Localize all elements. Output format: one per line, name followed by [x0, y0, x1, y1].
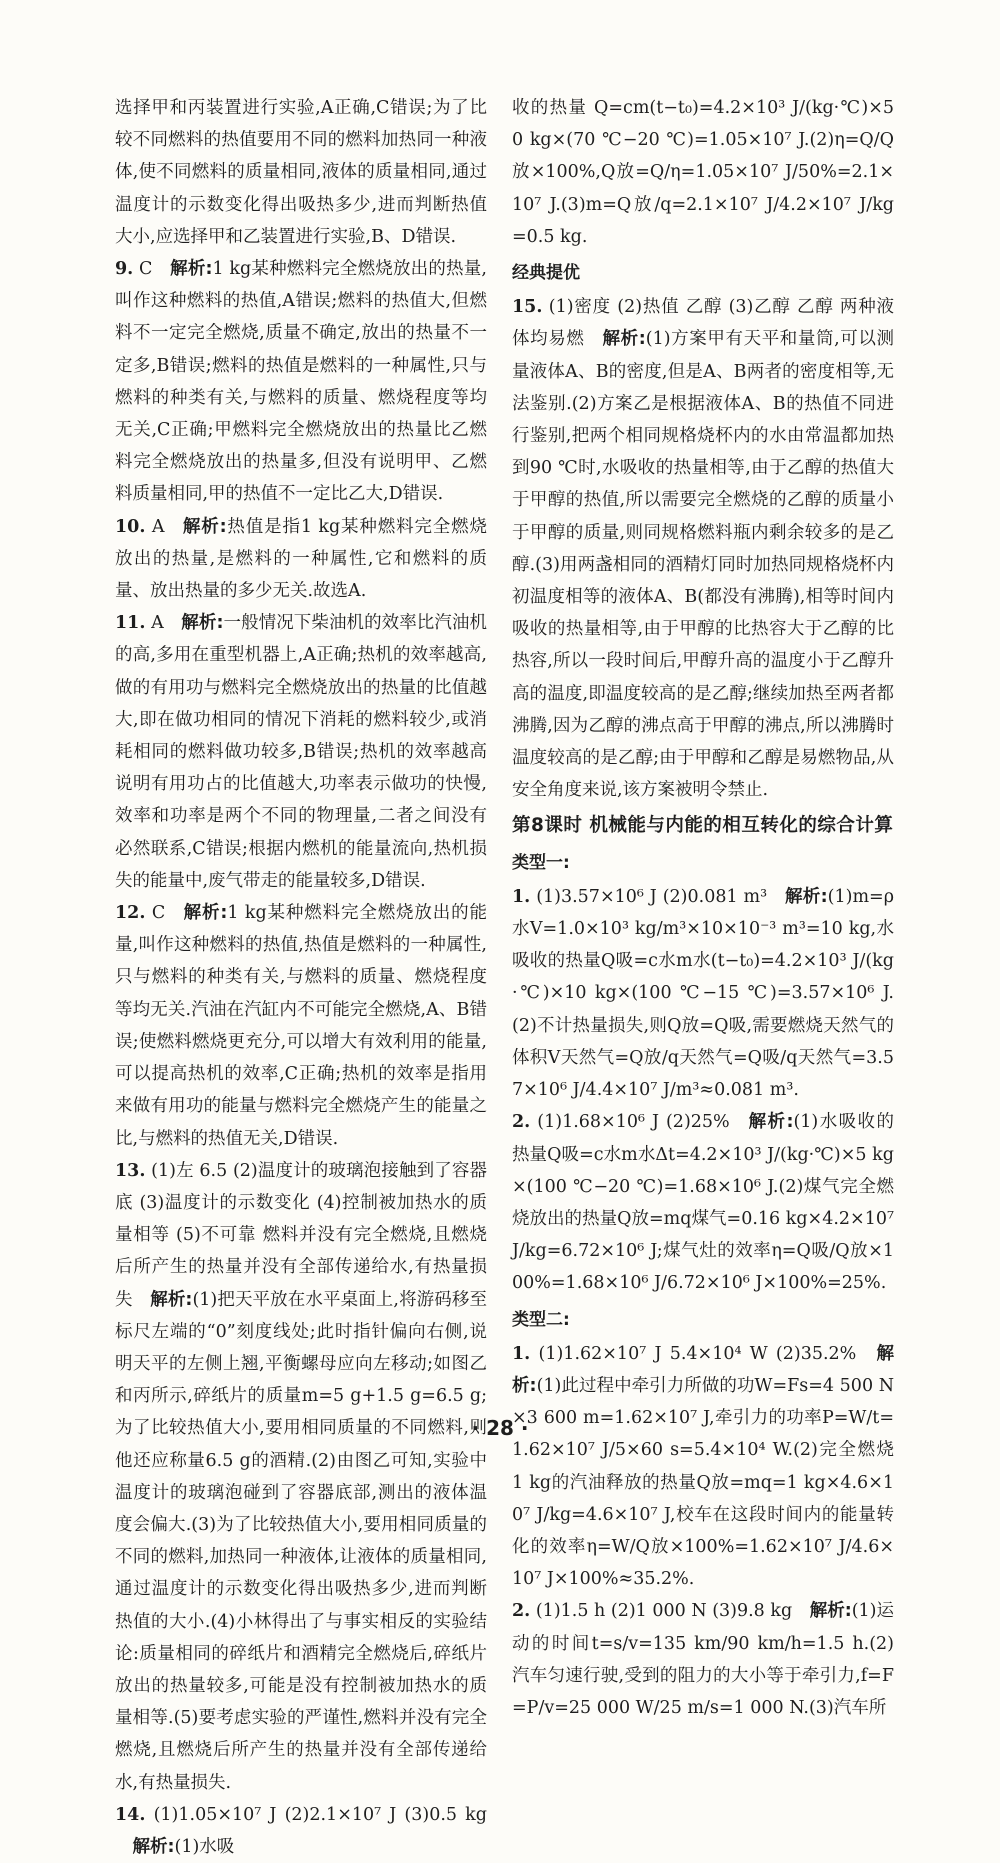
page-number: · 28 ·	[471, 1416, 529, 1440]
analysis-label: 解析:	[181, 613, 224, 634]
question-number: 2.	[512, 1601, 531, 1622]
analysis-text: (1)m=ρ水V=1.0×10³ kg/m³×10×10⁻³ m³=10 kg,水吸收的热量Q吸=c水m水(t−t₀)=4.2×10³ J/(kg·℃)×10 kg×(100 ℃−15 ℃)=3.57×10⁶ J.(2)不计热量损失,则Q放=Q吸,需要燃烧天然气的体积V天然气=Q放/q天然气=Q吸/q天然气=3.57×10⁶ J/4.4×10⁷ J/m³≈0.081 m³.	[512, 886, 894, 1101]
answer-text: C	[151, 903, 166, 924]
lesson-title: 第8课时 机械能与内能的相互转化的综合计算	[512, 815, 894, 837]
analysis-label: 解析:	[747, 1112, 794, 1133]
analysis-text: (1)水吸收的热量Q吸=c水m水Δt=4.2×10³ J/(kg·℃)×5 kg×(100 ℃−20 ℃)=1.68×10⁶ J.(2)煤气完全燃烧放出的热量Q放=mq煤气=0.16 kg×4.2×10⁷ J/kg=6.72×10⁶ J;煤气灶的效率η=Q吸/Q放×100%=1.68×10⁶ J/6.72×10⁶ J×100%=25%.	[512, 1112, 894, 1294]
question-number: 11.	[115, 613, 146, 634]
question-number: 9.	[115, 259, 134, 280]
right-column	[512, 92, 894, 1724]
answer-item	[512, 881, 894, 1106]
section-heading: 类型一:	[512, 852, 570, 873]
section-heading: 经典提优	[512, 263, 580, 284]
left-column	[115, 92, 487, 1863]
answer-item	[115, 1155, 487, 1799]
paragraph: 收的热量 Q=cm(t−t₀)=4.2×10³ J/(kg·℃)×50 kg×(70 ℃−20 ℃)=1.05×10⁷ J.(2)η=Q/Q放×100%,Q放=Q/η=1.05×10⁷ J/50%=2.1×10⁷ J.(3)m=Q放/q=2.1×10⁷ J/4.2×10⁷ J/kg=0.5 kg.	[512, 98, 894, 247]
analysis-text: (1)方案甲有天平和量筒,可以测量液体A、B的密度,但是A、B两者的密度相等,无法鉴别.(2)方案乙是根据液体A、B的热值不同进行鉴别,把两个相同规格烧杯内的水由常温都加热到90 ℃时,水吸收的热量相等,由于乙醇的热值大于甲醇的热值,所以需要完全燃烧的乙醇的质量小于甲醇的质量,则同规格燃料瓶内剩余较多的是乙醇.(3)用两盏相同的酒精灯同时加热同规格烧杯内初温度相等的液体A、B(都没有沸腾),相等时间内吸收的热量相等,由于甲醇的比热容大于乙醇的比热容,所以一段时间后,甲醇升高的温度小于乙醇升高的温度,即温度较高的是乙醇;继续加热至两者都沸腾,因为乙醇的沸点高于甲醇的沸点,所以沸腾时温度较高的是乙醇;由于甲醇和乙醇是易燃物品,从安全角度来说,该方案被明令禁止.	[512, 329, 895, 801]
analysis-label: 解析:	[784, 886, 828, 907]
section-heading: 类型二:	[512, 1309, 570, 1330]
analysis-label: 解析:	[132, 1836, 175, 1857]
analysis-text: 一般情况下柴油机的效率比汽油机的高,多用在重型机器上,A正确;热机的效率越高,做的有用功与燃料完全燃烧放出的热量的比值越大,即在做功相同的情况下消耗的燃料较少,或消耗相同的燃料做功较多,B错误;热机的效率越高说明有用功占的比值越大,功率表示做功的快慢,效率和功率是两个不同的物理量,二者之间没有必然联系,C错误;根据内燃机的能量流向,热机损失的能量中,废气带走的能量较多,D错误.	[115, 613, 488, 891]
analysis-text: (1)水吸	[174, 1836, 235, 1857]
question-number: 10.	[115, 516, 146, 537]
answer-text: (1)1.5 h (2)1 000 N (3)9.8 kg	[535, 1601, 793, 1622]
analysis-text: 1 kg某种燃料完全燃烧放出的热量,叫作这种燃料的热值,A错误;燃料的热值大,但燃料不一定完全燃烧,质量不确定,放出的热量不一定多,B错误;燃料的热值是燃料的一种属性,只与燃料的种类有关,与燃料的质量、燃烧程度等均无关,C正确;甲燃料完全燃烧放出的热量比乙燃料完全燃烧放出的热量多,但没有说明甲、乙燃料质量相同,甲的热值不一定比乙大,D错误.	[115, 259, 487, 505]
answer-item	[115, 607, 487, 897]
answer-item	[115, 253, 487, 511]
paragraph: 选择甲和丙装置进行实验,A正确,C错误;为了比较不同燃料的热值要用不同的燃料加热同一种液体,使不同燃料的质量相同,液体的质量相同,通过温度计的示数变化得出吸热多少,进而判断热值大小,应选择甲和乙装置进行实验,B、D错误.	[115, 98, 487, 247]
answer-item	[512, 291, 894, 806]
answer-item	[115, 1799, 487, 1863]
question-number: 2.	[512, 1112, 531, 1133]
answer-item	[115, 511, 487, 608]
answer-text: A	[151, 516, 165, 537]
question-number: 1.	[512, 1343, 531, 1364]
analysis-text: (1)此过程中牵引力所做的功W=Fs=4 500 N×3 600 m=1.62×10⁷ J,牵引力的功率P=W/t=1.62×10⁷ J/5×60 s=5.4×10⁴ W.(2)完全燃烧1 kg的汽油释放的热量Q放=mq=1 kg×4.6×10⁷ J/kg=4.6×10⁷ J,校车在这段时间内的能量转化的效率η=W/Q放×100%=1.62×10⁷ J/4.6×10⁷ J×100%≈35.2%.	[512, 1375, 895, 1590]
question-number: 13.	[115, 1160, 146, 1181]
analysis-label: 解析:	[150, 1289, 193, 1310]
answer-text: (1)3.57×10⁶ J (2)0.081 m³	[536, 886, 768, 907]
answer-text: (1)1.68×10⁶ J (2)25%	[537, 1112, 730, 1133]
answer-text: (1)1.62×10⁷ J 5.4×10⁴ W (2)35.2%	[538, 1343, 857, 1364]
answer-text: (1)密度 (2)热值 乙醇 (3)乙醇 乙醇 两种液体均易燃	[512, 297, 894, 350]
analysis-label: 解析:	[512, 1343, 894, 1396]
analysis-label: 解析:	[169, 259, 213, 280]
answer-item	[512, 1106, 894, 1299]
analysis-text: 1 kg某种燃料完全燃烧放出的能量,叫作这种燃料的热值,热值是燃料的一种属性,只与燃料的种类有关,与燃料的质量、燃烧程度等均无关.汽油在汽缸内不可能完全燃烧,A、B错误;使燃料燃烧更充分,可以增大有效利用的能量,可以提高热机的效率,C正确;热机的效率是指用来做有用功的能量与燃料完全燃烧产生的能量之比,与燃料的热值无关,D错误.	[115, 903, 487, 1149]
answer-text: (1)1.05×10⁷ J (2)2.1×10⁷ J (3)0.5 kg	[153, 1804, 487, 1825]
analysis-text: 热值是指1 kg某种燃料完全燃烧放出的热量,是燃料的一种属性,它和燃料的质量、放出热量的多少无关.故选A.	[115, 516, 487, 602]
analysis-text: (1)运动的时间t=s/v=135 km/90 km/h=1.5 h.(2)汽车匀速行驶,受到的阻力的大小等于牵引力,f=F=P/v=25 000 W/25 m/s=1 000 N.(3)汽车所	[512, 1601, 894, 1718]
answer-item	[512, 1338, 894, 1596]
answer-item	[512, 1595, 894, 1724]
answer-text: A	[151, 613, 164, 634]
analysis-label: 解析:	[601, 329, 646, 350]
answer-text: C	[139, 259, 153, 280]
question-number: 12.	[115, 903, 146, 924]
question-number: 14.	[115, 1804, 146, 1825]
analysis-label: 解析:	[182, 903, 228, 924]
answer-item	[115, 897, 487, 1155]
analysis-label: 解析:	[182, 516, 227, 537]
analysis-text: (1)把天平放在水平桌面上,将游码移至标尺左端的“0”刻度线处;此时指针偏向右侧,说明天平的左侧上翘,平衡螺母应向左移动;如图乙和丙所示,碎纸片的质量m=5 g+1.5 g=6.5 g;为了比较热值大小,要用相同质量的不同燃料,则他还应称量6.5 g的酒精.(2)由图乙可知,实验中温度计的玻璃泡碰到了容器底部,测出的液体温度会偏大.(3)为了比较热值大小,要用相同质量的不同的燃料,加热同一种液体,让液体的质量相同,通过温度计的示数变化得出吸热多少,进而判断热值的大小.(4)小林得出了与事实相反的实验结论:质量相同的碎纸片和酒精完全燃烧后,碎纸片放出的热量较多,可能是没有控制被加热水的质量相等.(5)要考虑实验的严谨性,燃料并没有完全燃烧,且燃烧后所产生的热量并没有全部传递给水,有热量损失.	[115, 1289, 488, 1793]
question-number: 1.	[512, 886, 531, 907]
analysis-label: 解析:	[809, 1601, 852, 1622]
question-number: 15.	[512, 297, 543, 318]
answer-text: (1)左 6.5 (2)温度计的玻璃泡接触到了容器底 (3)温度计的示数变化 (4)控制被加热水的质量相等 (5)不可靠 燃料并没有完全燃烧,且燃烧后所产生的热量并没有全部传递给水,有热量损失	[115, 1160, 487, 1310]
